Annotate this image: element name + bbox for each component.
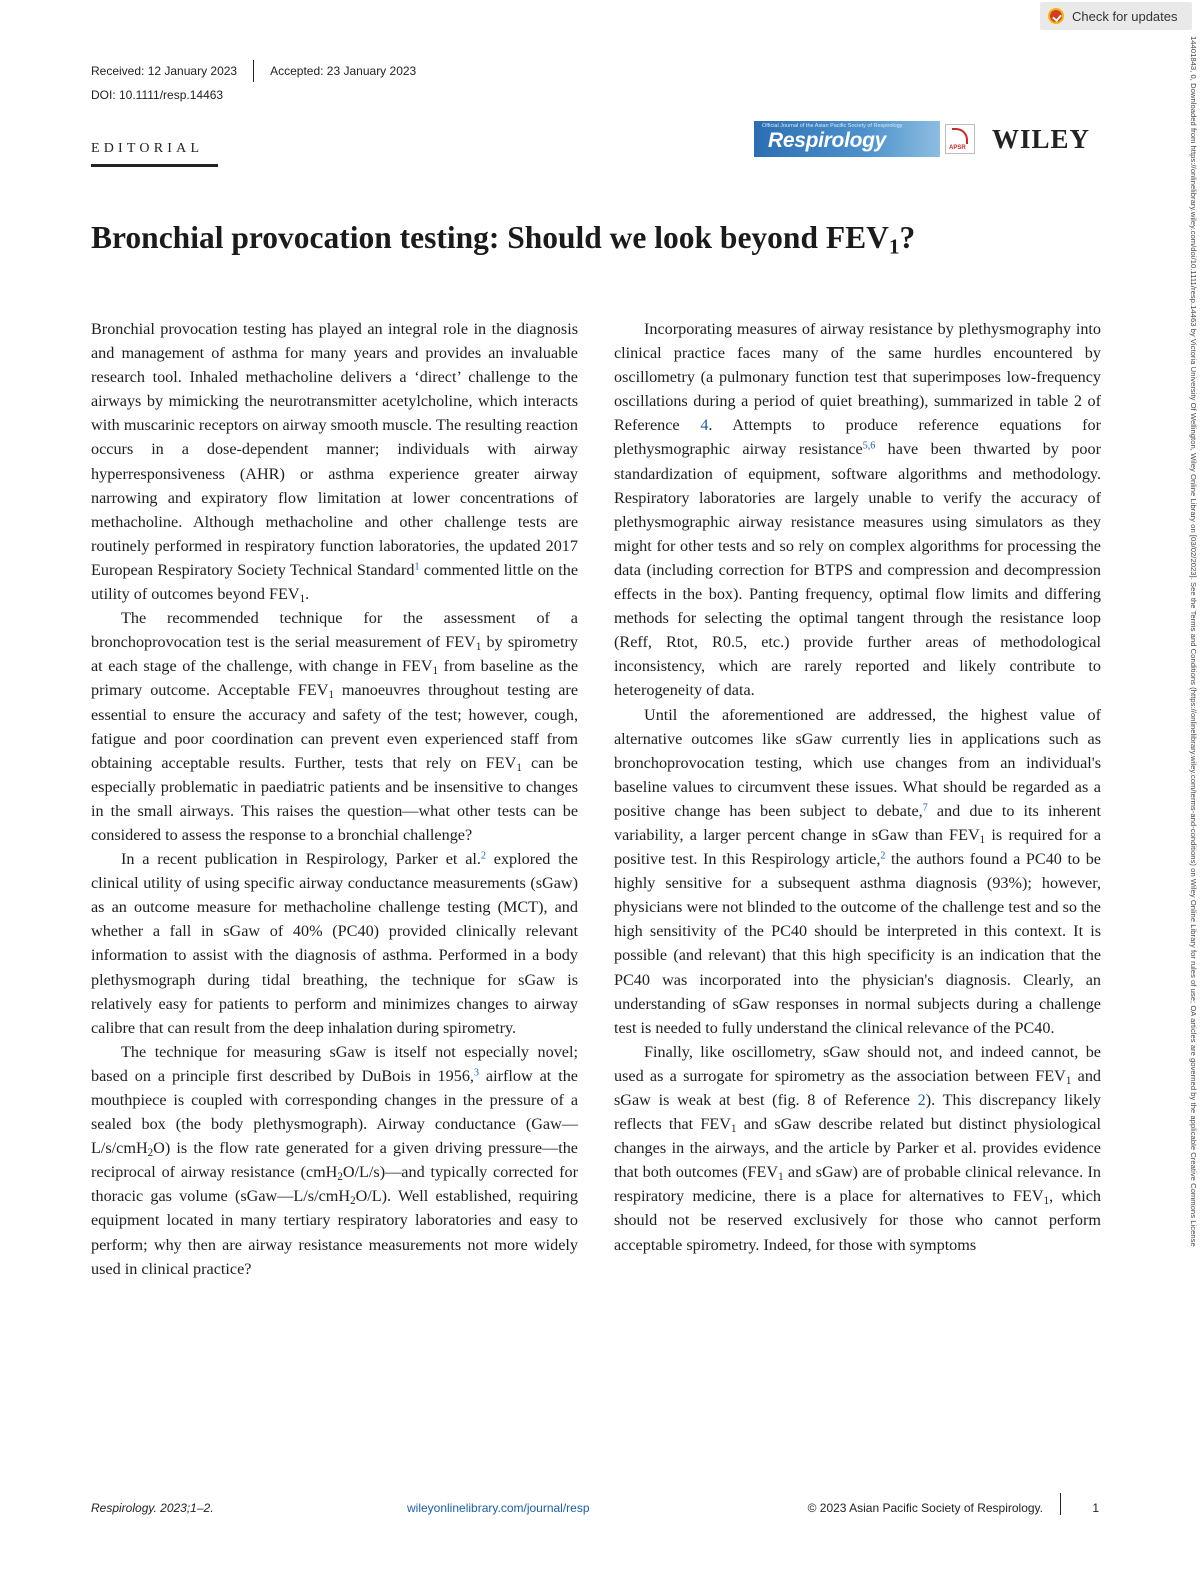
footer-copyright: © 2023 Asian Pacific Society of Respirology. xyxy=(807,1501,1043,1515)
reference-link[interactable]: 2 xyxy=(880,850,886,862)
paragraph xyxy=(91,606,578,847)
accepted-date: Accepted: 23 January 2023 xyxy=(270,64,417,78)
subscript: 1 xyxy=(1043,1195,1050,1208)
text-run: . Attempts to produce reference equations for plethysmographic airway resistance xyxy=(614,416,1101,459)
paragraph xyxy=(91,317,578,606)
check-for-updates-label: Check for updates xyxy=(1072,8,1178,24)
reference-link[interactable]: 4 xyxy=(700,416,709,435)
reference-link[interactable]: 5,6 xyxy=(862,440,876,452)
dates-divider xyxy=(253,60,254,82)
paragraph xyxy=(614,703,1101,1040)
text-run: commented little on the utility of outcomes beyond FEV xyxy=(91,560,579,604)
subscript: 2 xyxy=(337,1171,343,1184)
paragraph xyxy=(614,1040,1101,1257)
text-run: Until the aforementioned are addressed, the highest value of alternative outcomes like sGaw currently lies in applications such as bronchoprovocation testing, which use changes from an individual's baseline values to circumvent these issues. What should be regarded as a positive change has been subject to debate, xyxy=(614,705,1101,820)
text-run: O/L). Well established, requiring equipment located in many tertiary respiratory laboratories and easy to perform; why then are airway resistance measurements not more widely used in clinical practice? xyxy=(91,1187,578,1278)
page-number: 1 xyxy=(1092,1501,1099,1515)
subscript: 1 xyxy=(328,689,334,702)
text-run: have been thwarted by poor standardization of equipment, software algorithms and methodology. Respiratory laboratories are largely unable to verify the accuracy of plethysmographic airway resistance measures using simulators as they might for other tests and so rely on complex algorithms for processing the data (including correction for BTPS and compression and decompression effects in the box). Panting frequency, optimal flow limits and differing methods for selecting the optimal tangent through the resistance loop (Reff, Rtot, R0.5, etc.) provide further areas of methodological inconsistency, which are rarely reported and likely contribute to heterogeneity of data. xyxy=(614,440,1101,700)
text-run: . xyxy=(305,585,310,604)
subscript: 1 xyxy=(1065,1074,1072,1087)
title-end: ? xyxy=(899,220,916,255)
check-for-updates-button[interactable] xyxy=(1040,2,1192,30)
doi: DOI: 10.1111/resp.14463 xyxy=(91,88,224,102)
subscript: 1 xyxy=(979,833,986,846)
side-license-notice xyxy=(1188,36,1198,1556)
footer-divider xyxy=(1060,1493,1061,1515)
subscript: 1 xyxy=(516,761,522,774)
text-run: manoeuvres throughout testing are essential to ensure the accuracy and safety of the test; however, cough, fatigue and poor coordination can prevent even experienced staff from obtaining acceptable results. Further, tests that rely on FEV xyxy=(91,681,578,772)
text-run: O/L/s)—and typically corrected for thoracic gas volume (sGaw—L/s/cmH xyxy=(91,1163,578,1206)
page-footer xyxy=(91,1499,1101,1519)
check-badge-icon xyxy=(1048,8,1064,24)
subscript: 1 xyxy=(475,640,482,653)
text-run: airflow at the mouthpiece is coupled with corresponding changes in the pressure of a sealed box (the body plethysmograph). Airway conductance (Gaw—L/s/cmH xyxy=(91,1066,578,1158)
text-run: by spirometry at each stage of the challenge, with change in FEV xyxy=(91,633,578,676)
text-run: Bronchial provocation testing has played an integral role in the diagnosis and management of asthma for many years and provides an invaluable research tool. Inhaled methacholine delivers a ‘direct’ challenge to the airways by mimicking the neurotransmitter acetylcholine, which interacts with muscarinic receptors on airway smooth muscle. The resulting reaction occurs in a dose-dependent manner; individuals with airway hyperresponsiveness (AHR) or asthma experience greater airway narrowing and expiratory flow limitation at lower concentrations of methacholine. Although methacholine and other challenge tests are routinely performed in respiratory function laboratories, the updated 2017 European Respiratory Society Technical Standard xyxy=(91,320,578,579)
text-run: and sGaw is weak at best (fig. 8 of Reference xyxy=(614,1066,1102,1109)
text-run: Incorporating measures of airway resistance by plethysmography into clinical practice faces many of the same hurdles encountered by oscillometry (a pulmonary function test that superimposes low-frequency oscillations during a period of quiet breathing), summarized in table 2 of Reference xyxy=(614,320,1101,435)
subscript: 1 xyxy=(778,1171,784,1184)
text-run: can be especially problematic in paediatric patients and be insensitive to changes in the small airways. This raises the question—what other tests can be considered to assess the response to a bronchial challenge? xyxy=(91,753,578,844)
text-run: The recommended technique for the assessment of a bronchoprovocation test is the serial measurement of FEV xyxy=(91,609,578,652)
article-title xyxy=(91,220,1111,259)
reference-link[interactable]: 1 xyxy=(414,561,420,573)
text-run: In a recent publication in Respirology, Parker et al. xyxy=(121,850,481,869)
text-run: and sGaw describe related but distinct physiological changes in the airways, and the article by Parker et al. provides evidence that both outcomes (FEV xyxy=(614,1115,1101,1182)
footer-citation: Respirology. 2023;1–2. xyxy=(91,1501,214,1515)
left-column xyxy=(91,317,578,1281)
text-run: ). This discrepancy likely reflects that FEV xyxy=(614,1091,1101,1134)
paragraph xyxy=(614,317,1101,703)
side-license-text: 14401843, 0, Downloaded from https://onlinelibrary.wiley.com/doi/10.1111/resp.14463 by Victoria University Of Wellington, Wiley Online Library on [03/02/2023]. See the Terms and Conditions (https://onlinelibrary.wiley.com/terms-and-conditions) on Wiley Online Library for rules of use; OA articles are governed by the applicable Creative Commons License xyxy=(1189,36,1198,1247)
title-main: Bronchial provocation testing: Should we look beyond FEV xyxy=(91,220,889,255)
publisher-logo: WILEY xyxy=(992,124,1091,154)
text-run: and due to its inherent variability, a larger percent change in sGaw than FEV xyxy=(614,801,1101,844)
section-rule xyxy=(91,164,218,167)
text-run: is required for a positive test. In this Respirology article, xyxy=(614,825,1101,869)
apsr-text: APSR xyxy=(949,145,966,151)
section-label: EDITORIAL xyxy=(91,141,204,156)
apsr-mark xyxy=(952,128,968,144)
paragraph xyxy=(91,847,578,1040)
text-run: and sGaw) are of probable clinical relevance. In respiratory medicine, there is a place for alternatives to FEV xyxy=(614,1163,1101,1206)
text-run: The technique for measuring sGaw is itself not especially novel; based on a principle first described by DuBois in 1956, xyxy=(91,1042,578,1085)
text-run: from baseline as the primary outcome. Acceptable FEV xyxy=(91,657,579,700)
text-run: O) is the flow rate generated for a given driving pressure—the reciprocal of airway resistance (cmH xyxy=(91,1139,578,1182)
apsr-logo-icon xyxy=(945,124,975,154)
text-run: , which should not be reserved exclusively for those who cannot perform acceptable spirometry. Indeed, for those with symptoms xyxy=(614,1187,1101,1254)
footer-journal-link[interactable]: wileyonlinelibrary.com/journal/resp xyxy=(407,1501,590,1515)
paragraph xyxy=(91,1040,578,1281)
received-date: Received: 12 January 2023 xyxy=(91,64,238,78)
reference-link[interactable]: 3 xyxy=(473,1067,479,1079)
subscript: 1 xyxy=(730,1122,737,1135)
journal-logo xyxy=(754,121,940,157)
text-run: the authors found a PC40 to be highly sensitive for a subsequent asthma diagnosis (93%); however, physicians were not blinded to the outcome of the challenge test and so the high sensitivity of the PC40 should be interpreted in this context. It is possible (and relevant) that this high specificity is an indication that the PC40 was incorporated into the physician's diagnosis. Clearly, an understanding of sGaw responses in normal subjects during a challenge test is needed to fully understand the clinical relevance of the PC40. xyxy=(614,850,1101,1037)
text-run: Finally, like oscillometry, sGaw should not, and indeed cannot, be used as a surrogate for spirometry as the association between FEV xyxy=(614,1042,1101,1085)
reference-link[interactable]: 7 xyxy=(922,802,928,814)
reference-link[interactable]: 2 xyxy=(480,850,486,862)
article-dates xyxy=(91,60,416,82)
right-column xyxy=(614,317,1101,1257)
title-subscript: 1 xyxy=(888,234,900,259)
reference-link[interactable]: 2 xyxy=(917,1091,926,1109)
journal-name: Respirology xyxy=(768,129,887,152)
journal-tagline: Official Journal of the Asian Pacific Society of Respirology xyxy=(762,123,903,129)
subscript: 1 xyxy=(432,665,439,678)
subscript: 2 xyxy=(350,1195,356,1208)
subscript: 2 xyxy=(147,1146,154,1159)
text-run: explored the clinical utility of using specific airway conductance measurements (sGaw) as an outcome measure for methacholine challenge testing (MCT), and whether a fall in sGaw of 40% (PC40) provided clinically relevant information to assist with the diagnosis of asthma. Performed in a body plethysmograph during tidal breathing, the technique for sGaw is relatively easy for patients to perform and minimizes changes to airway calibre that can result from the deep inhalation during spirometry. xyxy=(91,850,578,1037)
subscript: 1 xyxy=(299,592,306,605)
